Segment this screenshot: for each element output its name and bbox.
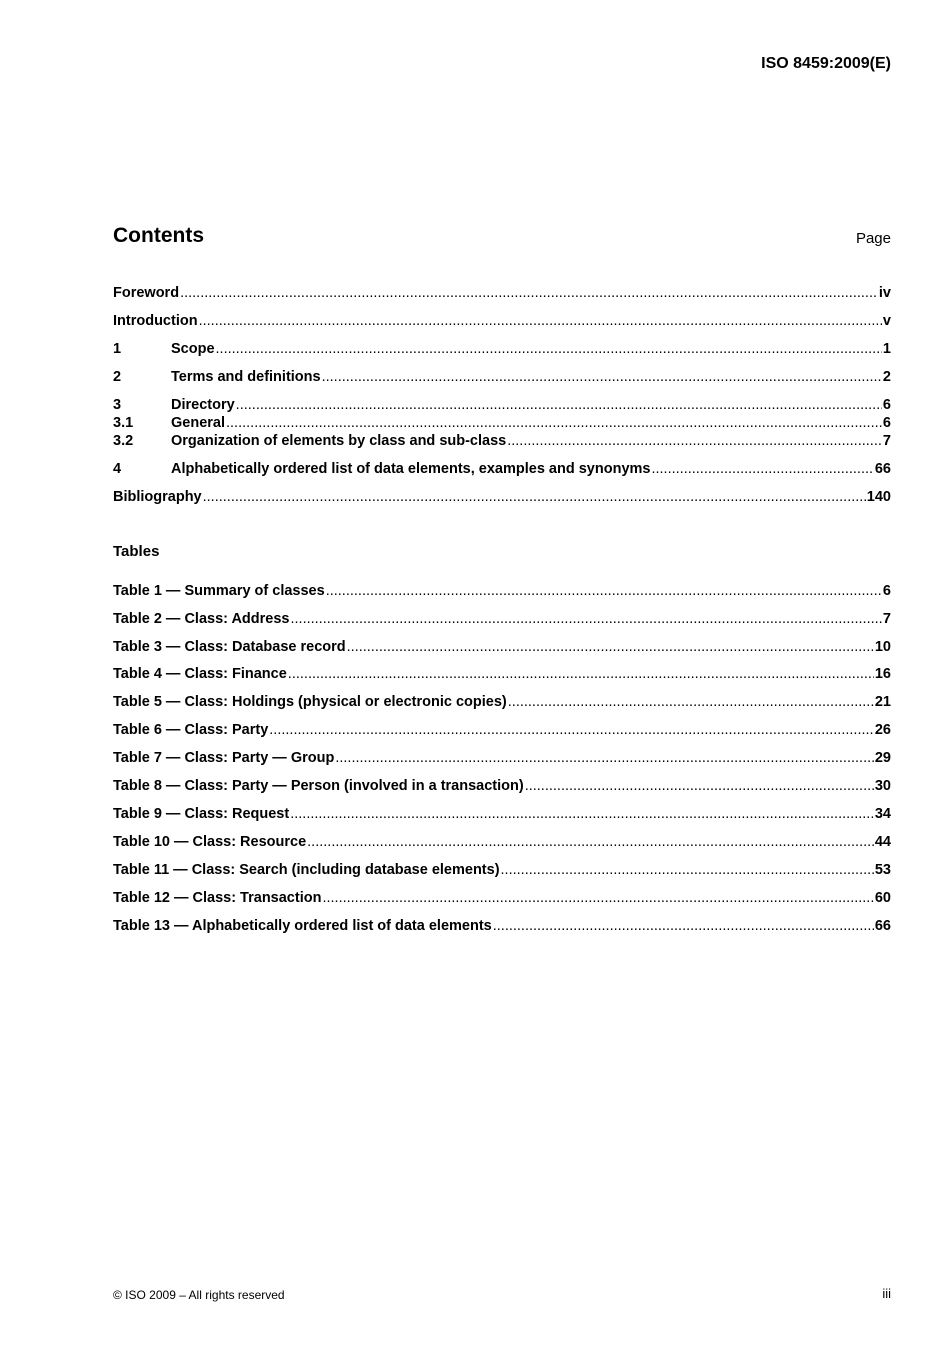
table-entry-title: Table 6 — Class: Party: [113, 722, 269, 738]
table-entry-page: 30: [874, 778, 891, 794]
toc-entry-page: 140: [866, 489, 891, 505]
dot-leader: [326, 582, 882, 600]
toc-entry-page: 7: [882, 433, 891, 449]
footer-page-number: iii: [882, 1286, 891, 1301]
toc-entry-title: Organization of elements by class and sub-class: [171, 433, 507, 449]
dot-leader: [269, 721, 874, 739]
toc-entry-page: 6: [882, 415, 891, 431]
document-id: ISO 8459:2009(E): [761, 55, 891, 72]
dot-leader: [347, 638, 874, 656]
table-entry[interactable]: [113, 889, 891, 907]
table-entry[interactable]: [113, 749, 891, 767]
dot-leader: [180, 284, 878, 302]
toc-entry-title: Bibliography: [113, 489, 202, 505]
dot-leader: [307, 833, 874, 851]
table-entry[interactable]: [113, 833, 891, 851]
table-entry-title: Table 4 — Class: Finance: [113, 666, 287, 682]
toc-entry-foreword[interactable]: [113, 284, 891, 302]
table-entry[interactable]: [113, 582, 891, 600]
toc-entry-title: Alphabetically ordered list of data elements, examples and synonyms: [171, 461, 651, 477]
table-entry-page: 7: [882, 611, 891, 627]
table-entry-page: 6: [882, 583, 891, 599]
dot-leader: [288, 665, 874, 683]
toc-entry-number: 3.1: [113, 415, 134, 431]
toc-entry-general[interactable]: [113, 414, 891, 432]
dot-leader: [236, 396, 882, 414]
toc-entry-title: Scope: [171, 341, 215, 357]
toc-entry-alphabetical-list[interactable]: [113, 460, 891, 478]
toc-entry-page: 66: [874, 461, 891, 477]
toc-entry-number: 3: [113, 397, 122, 413]
table-entry-page: 26: [874, 722, 891, 738]
dot-leader: [335, 749, 874, 767]
dot-leader: [203, 488, 866, 506]
dot-leader: [290, 610, 881, 628]
table-entry-page: 44: [874, 834, 891, 850]
table-entry-title: Table 11 — Class: Search (including database elements): [113, 862, 500, 878]
table-entry[interactable]: [113, 777, 891, 795]
table-entry[interactable]: [113, 610, 891, 628]
footer-copyright: © ISO 2009 – All rights reserved: [113, 1288, 285, 1302]
toc-entry-introduction[interactable]: [113, 312, 891, 330]
table-entry[interactable]: [113, 721, 891, 739]
table-entry-page: 29: [874, 750, 891, 766]
table-entry-title: Table 2 — Class: Address: [113, 611, 290, 627]
toc-entry-page: v: [882, 313, 891, 329]
table-entry-page: 53: [874, 862, 891, 878]
toc-entry-title: Foreword: [113, 285, 180, 301]
dot-leader: [199, 312, 882, 330]
tables-heading: Tables: [113, 543, 160, 560]
toc-entry-page: 2: [882, 369, 891, 385]
toc-entry-page: iv: [878, 285, 891, 301]
table-entry[interactable]: [113, 805, 891, 823]
table-entry[interactable]: [113, 638, 891, 656]
table-entry[interactable]: [113, 665, 891, 683]
table-entry-page: 66: [874, 918, 891, 934]
toc-entry-title: Introduction: [113, 313, 198, 329]
table-entry-title: Table 13 — Alphabetically ordered list of data elements: [113, 918, 492, 934]
toc-entry-page: 1: [882, 341, 891, 357]
table-entry-title: Table 12 — Class: Transaction: [113, 890, 322, 906]
toc-entry-bibliography[interactable]: [113, 488, 891, 506]
table-entry[interactable]: [113, 861, 891, 879]
table-entry-title: Table 3 — Class: Database record: [113, 639, 346, 655]
dot-leader: [322, 889, 873, 907]
toc-entry-page: 6: [882, 397, 891, 413]
table-entry-title: Table 7 — Class: Party — Group: [113, 750, 335, 766]
dot-leader: [651, 460, 873, 478]
dot-leader: [507, 432, 882, 450]
table-entry[interactable]: [113, 693, 891, 711]
table-entry-page: 60: [874, 890, 891, 906]
toc-entry-number: 1: [113, 341, 122, 357]
contents-heading: Contents: [113, 224, 204, 247]
page-column-heading: Page: [855, 230, 891, 247]
dot-leader: [508, 693, 874, 711]
toc-entry-directory[interactable]: [113, 396, 891, 414]
dot-leader: [290, 805, 874, 823]
table-entry-page: 16: [874, 666, 891, 682]
toc-entry-title: Directory: [171, 397, 235, 413]
table-entry-page: 10: [874, 639, 891, 655]
table-entry-title: Table 5 — Class: Holdings (physical or electronic copies): [113, 694, 507, 710]
toc-entry-organization[interactable]: [113, 432, 891, 450]
dot-leader: [216, 340, 882, 358]
dot-leader: [226, 414, 882, 432]
toc-entry-terms[interactable]: [113, 368, 891, 386]
table-entry-page: 21: [874, 694, 891, 710]
table-entry[interactable]: [113, 917, 891, 935]
dot-leader: [501, 861, 874, 879]
toc-entry-scope[interactable]: [113, 340, 891, 358]
dot-leader: [493, 917, 874, 935]
toc-entry-number: 2: [113, 369, 122, 385]
table-entry-title: Table 9 — Class: Request: [113, 806, 290, 822]
table-entry-page: 34: [874, 806, 891, 822]
toc-entry-number: 4: [113, 461, 122, 477]
table-entry-title: Table 1 — Summary of classes: [113, 583, 325, 599]
toc-entry-title: General: [171, 415, 225, 431]
table-entry-title: Table 8 — Class: Party — Person (involved in a transaction): [113, 778, 524, 794]
dot-leader: [322, 368, 882, 386]
dot-leader: [525, 777, 874, 795]
table-entry-title: Table 10 — Class: Resource: [113, 834, 307, 850]
toc-entry-number: 3.2: [113, 433, 134, 449]
toc-entry-title: Terms and definitions: [171, 369, 321, 385]
